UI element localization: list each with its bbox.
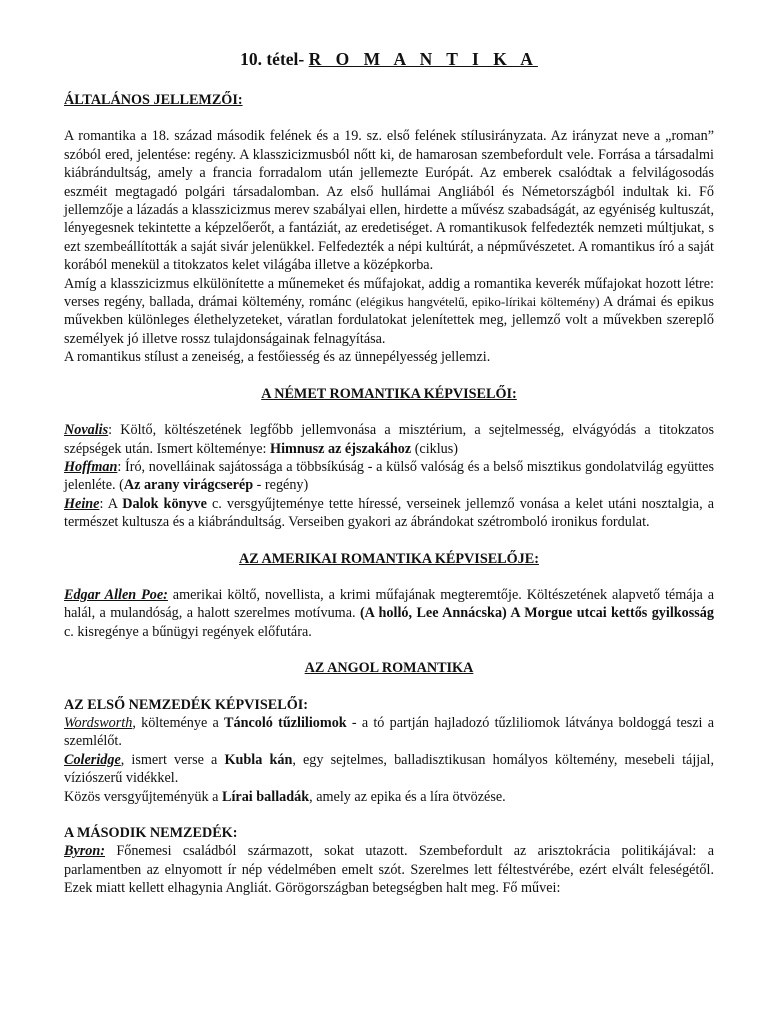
wordsworth-name: Wordsworth	[64, 714, 133, 731]
title-word: R O M A N T I K A	[308, 49, 538, 69]
page-title	[64, 48, 714, 70]
heine-entry	[64, 495, 714, 532]
general-paragraph-1: A romantika a 18. század második felének és a 19. sz. első felének stílusirányzata. Az irányzat neve a „roman” szóból ered, jelentése: regény. A klasszicizmusból nőtt ki, de hamarosan szembefordult vele. Forrása a társadalmi kiábrándultság, amely a francia forradalom után jellemezte Európát. Az emberek csalódtak a felvilágosodás eszméit megtagadó polgári társadalomban. Az első hullámai Angliából és Németországból indultak ki. Fő jellemzője a lázadás a klasszicizmus merev szabályai ellen, hirdette a művész szabadságát, az egyéniség kultuszát, lényegesnek tekintette a képzelőerőt, a fantáziát, az eredetiséget. A romantikusok felfedezték nemzeti múltjukat, s ezt szembeállították a saját sivár jelenükkel. Felfedezték a népi kultúrát, a népművészetet. A romantikus író a saját korából menekül a titokzatos kelet világába illetve a középkorba.	[64, 128, 714, 274]
poe-name: Edgar Allen Poe:	[64, 586, 168, 603]
heine-text: : A	[99, 495, 123, 512]
common-text: Közös versgyűjteményük a	[64, 788, 222, 805]
general-p2-text-c: A drámai és epikus művekben különleges élethelyzeteket, váratlan fordulatokat jelenítettek meg, jellemző volt a művekben szereplő személyek jó illetve rossz tulajdonságainak felnagyítása.	[64, 294, 714, 347]
novalis-entry	[64, 421, 714, 458]
byron-name: Byron:	[64, 843, 105, 860]
title-prefix: 10. tétel-	[240, 49, 309, 69]
english-heading: AZ ANGOL ROMANTIKA	[304, 660, 474, 677]
general-p2-note: (elégikus hangvételű, epiko-lírikai költemény)	[355, 294, 600, 310]
wordsworth-text: , költeménye a	[132, 714, 225, 731]
coleridge-name: Coleridge	[64, 751, 121, 768]
coleridge-text-end: , egy sejtelmes, balladisztikusan homályos költemény, mesebeli tájjal, víziószerű vidékkel.	[64, 751, 714, 787]
hoffman-work: Az arany virágcserép	[123, 477, 254, 494]
poe-entry	[64, 586, 714, 641]
heine-name: Heine	[64, 495, 100, 512]
wordsworth-entry	[64, 714, 714, 751]
spacer	[64, 806, 714, 824]
german-heading: A NÉMET ROMANTIKA KÉPVISELŐI:	[261, 385, 517, 402]
byron-entry	[64, 842, 714, 897]
general-p2-text-a: Amíg a klasszicizmus elkülönítette a műnemeket és műfajokat, addig a romantika keverék műfajokat hozott létre: verses regény, ballada, drámai költemény, románc	[64, 275, 714, 311]
coleridge-entry	[64, 751, 714, 788]
general-paragraph-3: A romantikus stílust a zeneiség, a festőiesség és az ünnepélyesség jellemzi.	[64, 349, 491, 366]
hoffman-entry	[64, 458, 714, 495]
hoffman-text: : Író, novelláinak sajátossága a többsíkúság - a külső valóság és a belső misztikus gondolatvilág együttes jelenléte. (	[64, 458, 714, 494]
coleridge-text: , ismert verse a	[120, 751, 225, 768]
byron-text: Főnemesi családból származott, sokat utazott. Szembefordult az arisztokrácia politikájával: a parlamentben az elnyomott ír nép védelmében emelt szót. Szerelmes lett féltestvérébe, ezért elvált feleségétől. Ezek miatt kellett elhagynia Angliát. Görögországban betegségben halt meg. Fő művei:	[64, 843, 714, 897]
novalis-work: Himnusz az éjszakához	[270, 440, 412, 457]
second-generation-heading: A MÁSODIK NEMZEDÉK:	[64, 825, 238, 841]
heine-work: Dalok könyve	[122, 495, 207, 512]
heine-text-end: c. versgyűjteménye tette híressé, verseinek jellemző vonása a kelet utáni nosztalgia, a természet kultusza és a kiábrándultság. Verseiben gyakori az ábrándokat szétromboló ironikus fordulat.	[64, 495, 715, 531]
general-paragraph-2	[64, 275, 714, 349]
hoffman-name: Hoffman	[64, 458, 118, 475]
wordsworth-text-end: - a tó partján hajladozó tűzliliomok látványa boldoggá teszi a szemlélőt.	[64, 714, 715, 750]
first-generation-heading: AZ ELSŐ NEMZEDÉK KÉPVISELŐI:	[64, 696, 309, 713]
hoffman-text-end: - regény)	[253, 477, 309, 494]
common-text-end: , amely az epika és a líra ötvözése.	[309, 788, 506, 805]
poe-text-end: c. kisregénye a bűnügyi regények előfutára.	[64, 623, 312, 640]
coleridge-work: Kubla kán	[224, 751, 293, 768]
novalis-text-end: (ciklus)	[411, 440, 459, 457]
poe-works: (A holló, Lee Annácska) A Morgue utcai kettős gyilkosság	[359, 605, 714, 622]
common-work: Lírai balladák	[222, 788, 310, 805]
novalis-name: Novalis	[64, 422, 109, 439]
poe-text: amerikai költő, novellista, a krimi műfajának megteremtője. Költészetének alapvető témája a halál, a mulandóság, a halott szerelmes motívuma.	[64, 586, 714, 622]
wordsworth-work: Táncoló tűzliliomok	[224, 714, 347, 731]
general-heading: ÁLTALÁNOS JELLEMZŐI:	[64, 92, 243, 108]
american-heading: AZ AMERIKAI ROMANTIKA KÉPVISELŐJE:	[239, 550, 539, 567]
common-collection-entry	[64, 788, 714, 806]
novalis-text: : Költő, költészetének legfőbb jellemvonása a misztérium, a sejtelmesség, elvágyódás a titokzatos szépségek után. Ismert költeménye:	[64, 422, 714, 457]
